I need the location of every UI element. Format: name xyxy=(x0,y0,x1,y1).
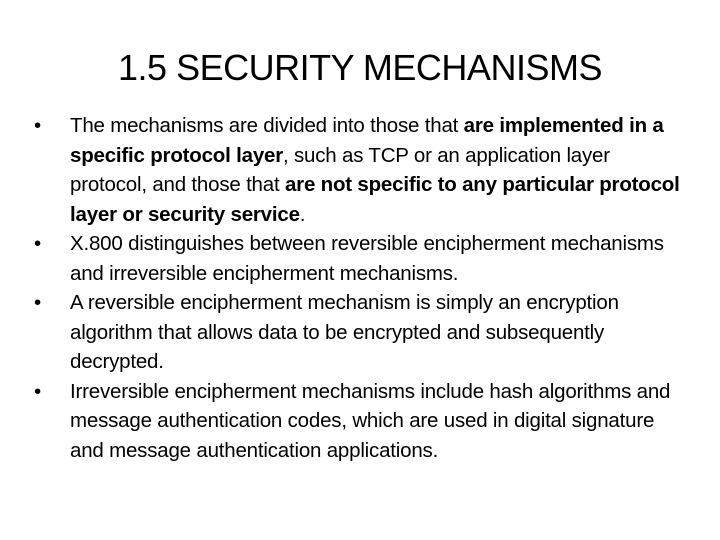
bullet-text-segment: X.800 distinguishes between reversible encipherment mechanisms and irreversible encipherment mechanisms. xyxy=(70,232,664,285)
bullet-text-bold-segment: are not specific to any particular protocol layer or security service xyxy=(70,173,680,226)
bullet-marker: • xyxy=(34,232,41,255)
bullet-item-irreversible-mechanisms xyxy=(34,377,686,466)
bullet-text-segment: Irreversible encipherment mechanisms include hash algorithms and message authentication codes, which are used in digital signature and message authentication applications. xyxy=(70,379,671,462)
bullet-item-x800-distinguishes xyxy=(34,229,686,288)
bullet-list xyxy=(34,111,686,465)
bullet-text-segment: The mechanisms are divided into those that xyxy=(70,114,464,137)
bullet-text-segment: , such as TCP or an application layer protocol, and those that xyxy=(70,143,610,196)
bullet-marker: • xyxy=(34,114,41,137)
bullet-text-bold-segment: are implemented in a specific protocol layer xyxy=(70,114,664,167)
bullet-item-mechanisms-divided xyxy=(34,111,686,229)
bullet-text-segment: A reversible encipherment mechanism is simply an encryption algorithm that allows data to be encrypted and subsequently decrypted. xyxy=(70,291,619,373)
bullet-marker: • xyxy=(34,379,41,403)
bullet-marker: • xyxy=(34,291,41,314)
slide-title: 1.5 SECURITY MECHANISMS xyxy=(118,47,602,88)
bullet-text-segment: . xyxy=(299,202,306,226)
bullet-item-reversible-mechanism xyxy=(34,288,686,377)
